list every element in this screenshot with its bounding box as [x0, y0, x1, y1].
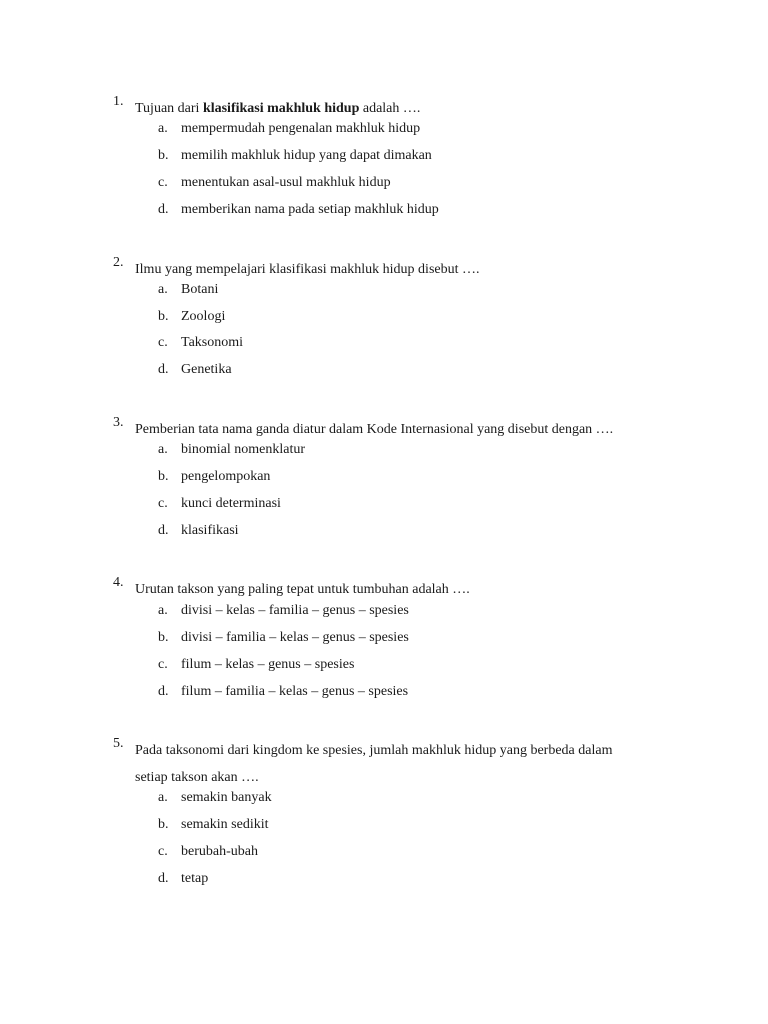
- option-text: memilih makhluk hidup yang dapat dimakan: [181, 148, 432, 163]
- option-text: semakin sedikit: [181, 817, 269, 832]
- option-letter: c.: [158, 657, 168, 672]
- option-text: filum – kelas – genus – spesies: [181, 657, 355, 672]
- option-letter: d.: [158, 684, 169, 699]
- option-text: Botani: [181, 282, 219, 297]
- question-text-part: Tujuan dari: [135, 101, 203, 116]
- option-letter: a.: [158, 442, 168, 457]
- option-text: berubah-ubah: [181, 844, 258, 859]
- option-letter: b.: [158, 309, 169, 324]
- option-text: pengelompokan: [181, 469, 271, 484]
- option-letter: b.: [158, 148, 169, 163]
- option-text: binomial nomenklatur: [181, 442, 306, 457]
- option-text: memberikan nama pada setiap makhluk hidup: [181, 202, 439, 217]
- question-text: Urutan takson yang paling tepat untuk tumbuhan adalah ….: [135, 582, 470, 597]
- option-letter: c.: [158, 335, 168, 350]
- option-text: divisi – familia – kelas – genus – spesies: [181, 630, 409, 645]
- option-text: klasifikasi: [181, 523, 239, 538]
- option-text: Zoologi: [181, 309, 226, 324]
- question-number: 3.: [113, 415, 124, 430]
- option-text: mempermudah pengenalan makhluk hidup: [181, 121, 421, 136]
- question-number: 4.: [113, 575, 124, 590]
- option-letter: d.: [158, 202, 169, 217]
- question-text-part: adalah ….: [359, 101, 421, 116]
- option-letter: c.: [158, 175, 168, 190]
- option-text: tetap: [181, 871, 209, 886]
- option-letter: a.: [158, 603, 168, 618]
- option-text: Genetika: [181, 362, 232, 377]
- question-number: 2.: [113, 255, 124, 270]
- option-letter: d.: [158, 523, 169, 538]
- question-text: [135, 737, 665, 791]
- option-letter: a.: [158, 790, 168, 805]
- option-text: kunci determinasi: [181, 496, 281, 511]
- option-letter: b.: [158, 630, 169, 645]
- question-number: 1.: [113, 94, 124, 109]
- option-text: semakin banyak: [181, 790, 272, 805]
- question-text-line: Pada taksonomi dari kingdom ke spesies, jumlah makhluk hidup yang berbeda dalam: [135, 743, 613, 758]
- question-text: Pemberian tata nama ganda diatur dalam Kode Internasional yang disebut dengan ….: [135, 422, 614, 437]
- question-text: Ilmu yang mempelajari klasifikasi makhluk hidup disebut ….: [135, 262, 480, 277]
- option-letter: b.: [158, 469, 169, 484]
- option-letter: c.: [158, 844, 168, 859]
- option-text: Taksonomi: [181, 335, 244, 350]
- option-text: filum – familia – kelas – genus – spesies: [181, 684, 409, 699]
- question-text-bold: klasifikasi makhluk hidup: [202, 101, 360, 116]
- question-text-line: setiap takson akan ….: [135, 770, 259, 785]
- question-number: 5.: [113, 736, 124, 751]
- option-letter: d.: [158, 871, 169, 886]
- option-text: menentukan asal-usul makhluk hidup: [181, 175, 391, 190]
- option-letter: c.: [158, 496, 168, 511]
- option-letter: b.: [158, 817, 169, 832]
- question-text: [135, 95, 665, 122]
- option-letter: d.: [158, 362, 169, 377]
- option-text: divisi – kelas – familia – genus – spesies: [181, 603, 409, 618]
- option-letter: a.: [158, 121, 168, 136]
- option-letter: a.: [158, 282, 168, 297]
